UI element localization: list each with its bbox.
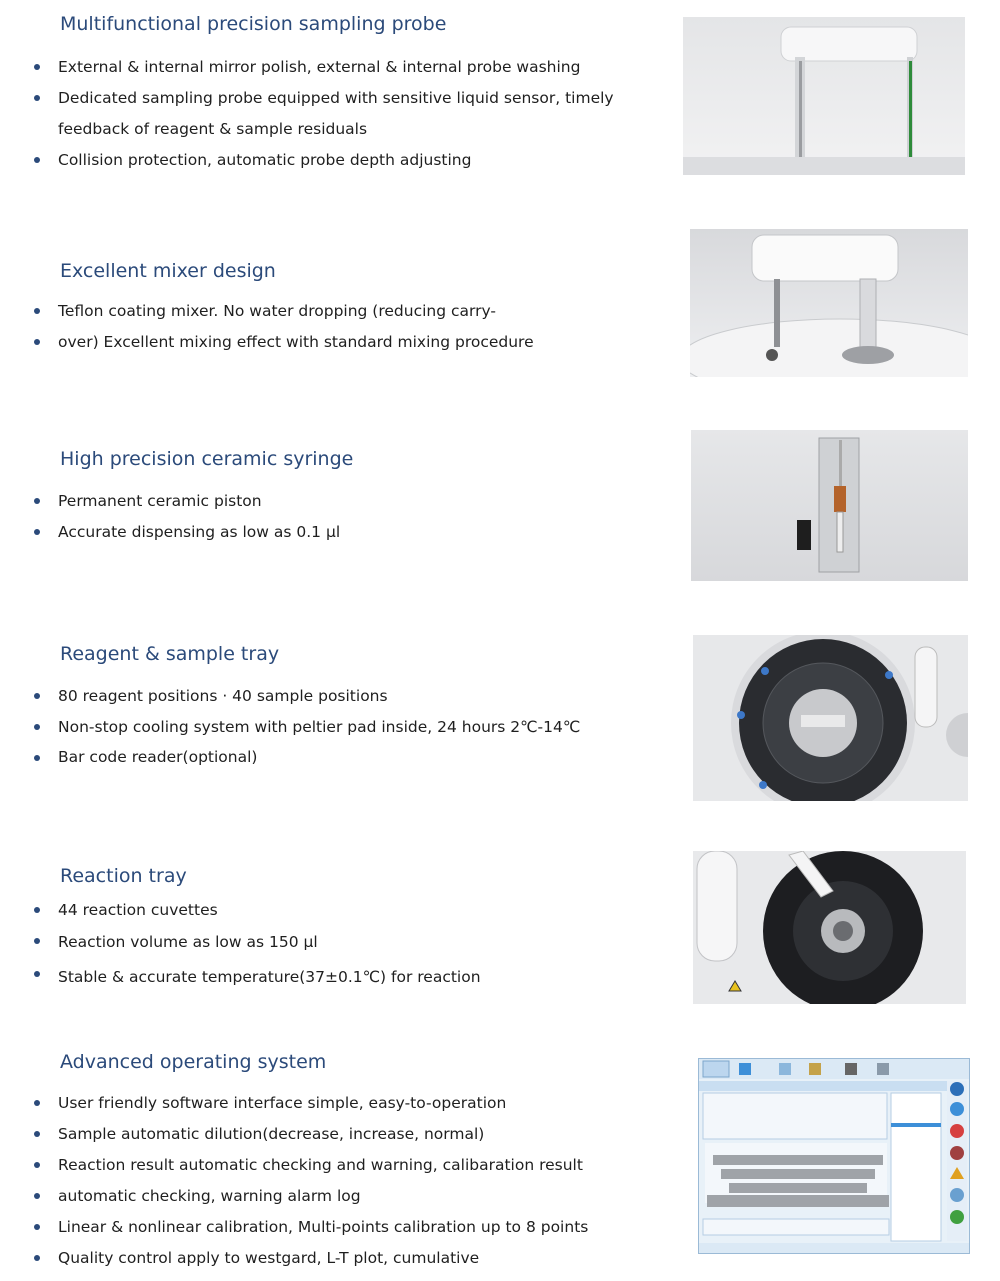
bullet-icon [34, 529, 40, 535]
section-title: Excellent mixer design [60, 260, 276, 282]
list-item: Teflon coating mixer. No water dropping (reducing carry- [0, 296, 534, 327]
list-item: Reaction volume as low as 150 µl [0, 926, 481, 959]
list-item: External & internal mirror polish, external & internal probe washing [0, 52, 614, 83]
bullet-icon [34, 1162, 40, 1168]
section-title: Reagent & sample tray [60, 643, 280, 665]
bullet-icon [34, 755, 40, 761]
feature-list [0, 486, 340, 548]
list-item: Collision protection, automatic probe depth adjusting [0, 145, 614, 176]
mixer-photo [690, 229, 968, 377]
bullet-icon [34, 907, 40, 913]
list-item: User friendly software interface simple, easy-to-operation [0, 1088, 588, 1119]
feature-list [0, 1088, 588, 1274]
list-item: 44 reaction cuvettes [0, 895, 481, 926]
bullet-icon [34, 308, 40, 314]
bullet-icon [34, 498, 40, 504]
bullet-icon [34, 1255, 40, 1261]
bullet-icon [34, 1100, 40, 1106]
section-title: Advanced operating system [60, 1051, 327, 1073]
list-item: Non-stop cooling system with peltier pad inside, 24 hours 2℃-14℃ [0, 712, 580, 743]
feature-list [0, 52, 614, 176]
list-item: Dedicated sampling probe equipped with sensitive liquid sensor, timely [0, 83, 614, 114]
bullet-icon [34, 971, 40, 977]
bullet-icon [34, 339, 40, 345]
list-item: Stable & accurate temperature(37±0.1℃) for reaction [0, 959, 481, 995]
bullet-icon [34, 1193, 40, 1199]
list-item: Sample automatic dilution(decrease, increase, normal) [0, 1119, 588, 1150]
feature-list [0, 895, 481, 995]
list-item: Reaction result automatic checking and warning, calibaration result [0, 1150, 588, 1181]
list-item: 80 reagent positions · 40 sample positions [0, 681, 580, 712]
bullet-icon [34, 938, 40, 944]
bullet-icon [34, 724, 40, 730]
list-item: Accurate dispensing as low as 0.1 µl [0, 517, 340, 548]
list-item: over) Excellent mixing effect with standard mixing procedure [0, 327, 534, 358]
bullet-icon [34, 157, 40, 163]
feature-list [0, 681, 580, 772]
bullet-icon [34, 95, 40, 101]
list-item: Permanent ceramic piston [0, 486, 340, 517]
bullet-icon [34, 693, 40, 699]
list-item: automatic checking, warning alarm log [0, 1181, 588, 1212]
section-title: High precision ceramic syringe [60, 448, 354, 470]
reaction-tray-photo [693, 851, 966, 1004]
reagent-sample-tray-photo [693, 635, 968, 801]
sampling-probe-photo [683, 17, 965, 175]
section-title: Reaction tray [60, 865, 187, 887]
list-item: Quality control apply to westgard, L-T plot, cumulative [0, 1243, 588, 1274]
section-title: Multifunctional precision sampling probe [60, 13, 447, 35]
list-item: Linear & nonlinear calibration, Multi-points calibration up to 8 points [0, 1212, 588, 1243]
list-item: Bar code reader(optional) [0, 743, 580, 772]
bullet-icon [34, 1224, 40, 1230]
bullet-icon [34, 64, 40, 70]
bullet-icon [34, 1131, 40, 1137]
list-item: feedback of reagent & sample residuals [58, 120, 368, 138]
software-screenshot [698, 1058, 970, 1254]
feature-list [0, 296, 534, 358]
ceramic-syringe-photo [691, 430, 968, 581]
